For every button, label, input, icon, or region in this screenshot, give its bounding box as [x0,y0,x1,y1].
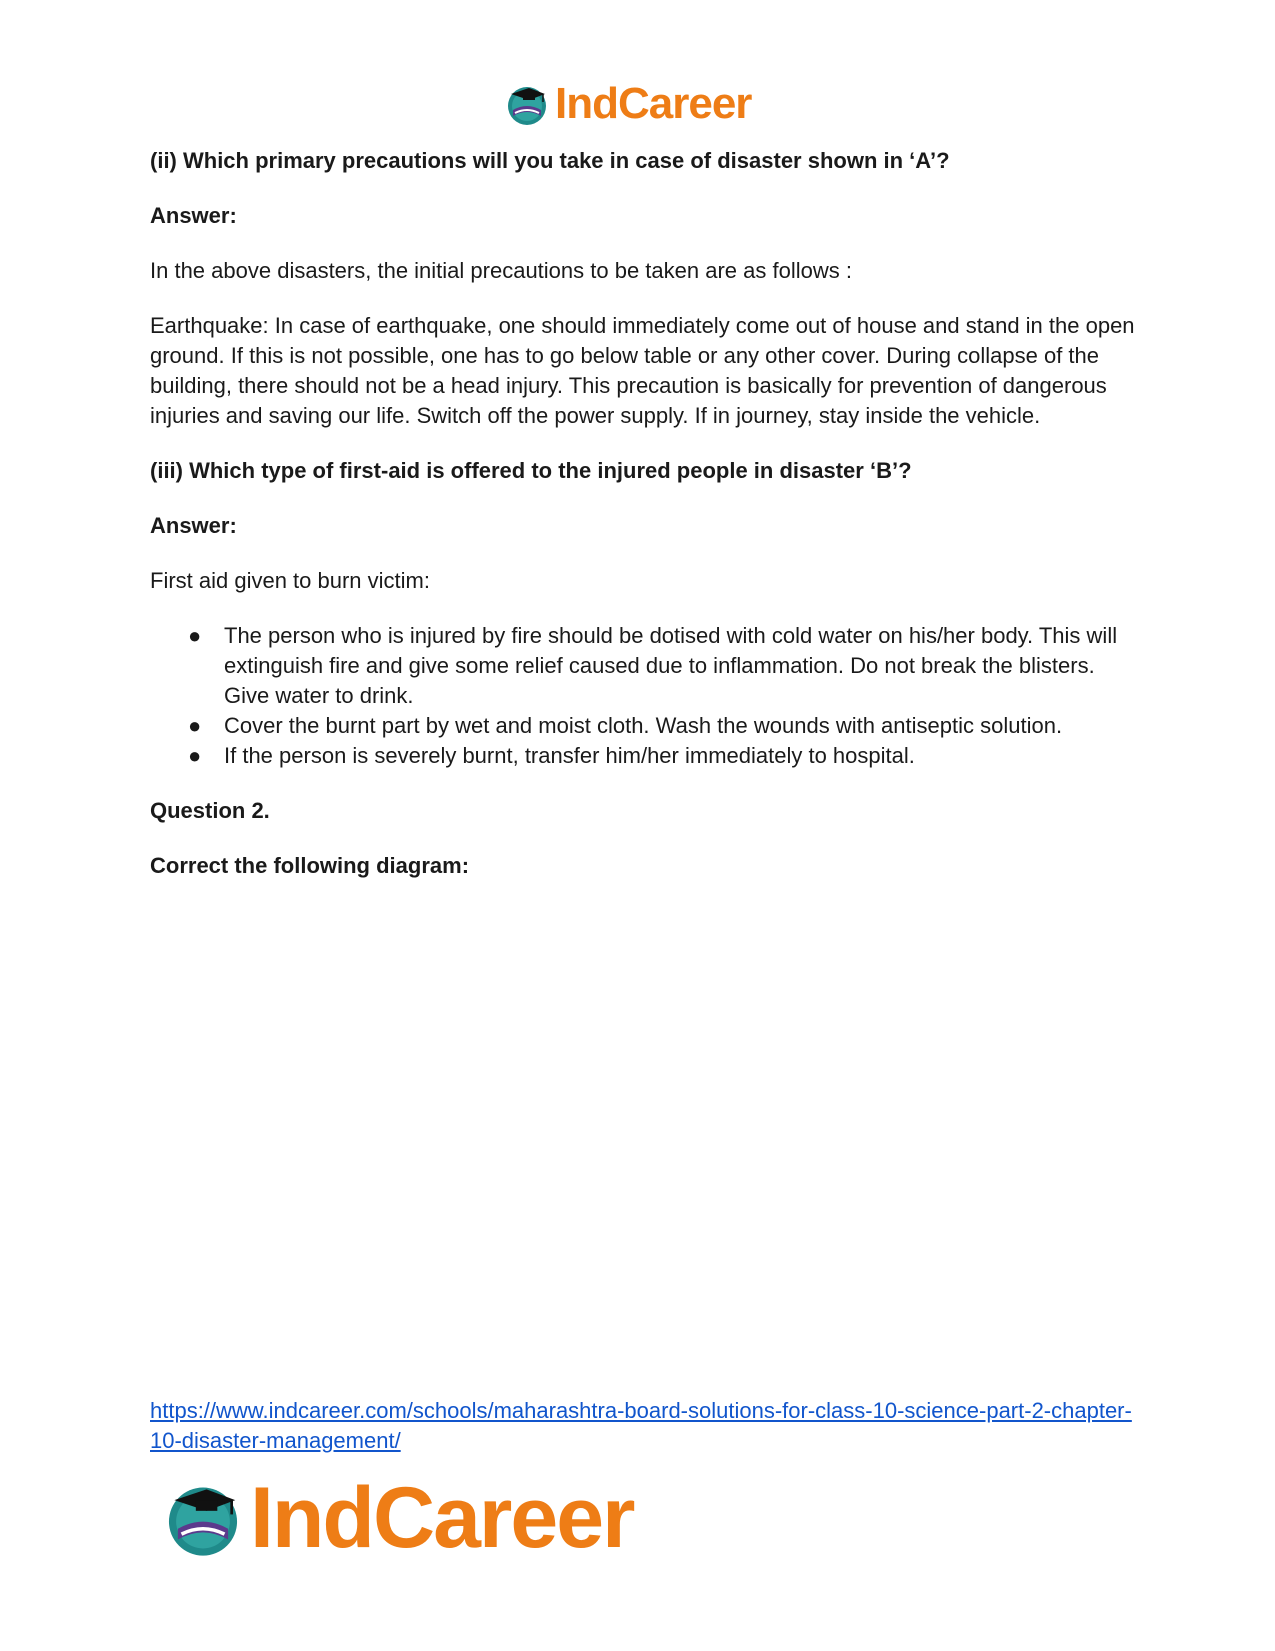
list-item-text: Cover the burnt part by wet and moist cloth. Wash the wounds with antiseptic solution. [224,713,1063,738]
list-item [150,621,1135,711]
bullet-icon: ● [188,623,202,648]
footer-logo [160,1470,634,1566]
list-item [150,741,1135,771]
logo-wordmark: IndCareer [250,1470,634,1566]
graduation-globe-icon [160,1475,246,1561]
graduation-globe-icon [503,80,551,128]
list-item-text: If the person is severely burnt, transfer him/her immediately to hospital. [224,743,915,768]
bullet-icon: ● [188,713,202,738]
answer-intro: In the above disasters, the initial precautions to be taken are as follows : [150,258,852,283]
question-2-heading: Question 2. [150,798,270,823]
first-aid-list [150,621,1135,771]
document-body [150,146,1135,906]
list-item [150,711,1135,741]
header-logo [503,78,751,130]
logo-wordmark: IndCareer [555,79,752,128]
question-ii: (ii) Which primary precautions will you take in case of disaster shown in ‘A’? [150,148,950,173]
earthquake-paragraph: Earthquake: In case of earthquake, one should immediately come out of house and stand in the open ground. If this is not possible, one has to go below table or any other cover. During collapse of the building, there should not be a head injury. This precaution is basically for prevention of dangerous injuries and saving our life. Switch off the power supply. If in journey, stay inside the vehicle. [150,313,1135,428]
correct-diagram-prompt: Correct the following diagram: [150,853,470,878]
list-item-text: The person who is injured by fire should be dotised with cold water on his/her body. This will extinguish fire and give some relief caused due to inflammation. Do not break the blisters. Give water to drink. [224,623,1118,708]
bullet-icon: ● [188,743,202,768]
question-iii: (iii) Which type of first-aid is offered to the injured people in disaster ‘B’? [150,458,912,483]
answer-label: Answer: [150,513,237,538]
source-url-link[interactable]: https://www.indcareer.com/schools/maharashtra-board-solutions-for-class-10-science-part-2-chapter-10-disaster-management/ [150,1398,1132,1453]
first-aid-intro: First aid given to burn victim: [150,568,430,593]
answer-label: Answer: [150,203,237,228]
